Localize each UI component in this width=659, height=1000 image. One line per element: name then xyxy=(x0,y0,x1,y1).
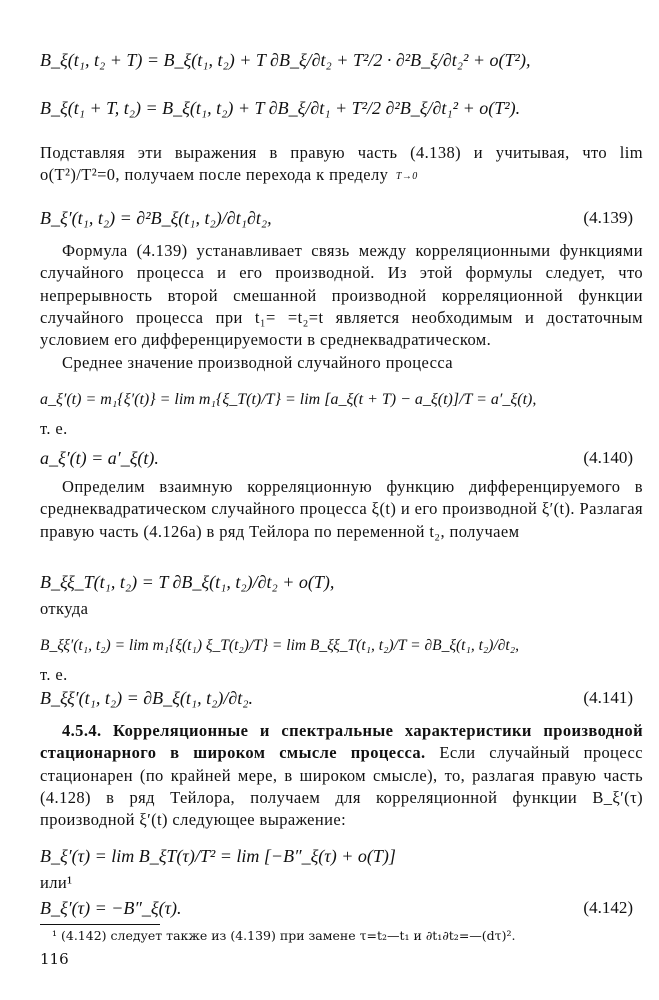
paragraph-substitution xyxy=(40,142,643,187)
footnote: ¹ (4.142) следует также из (4.139) при замене τ=t₂—t₁ и ∂t₁∂t₂=—(dτ)². xyxy=(52,928,516,943)
equation-text: B_ξ(t₁ + T, t₂) = B_ξ(t₁, t₂) + T ∂B_ξ/∂t₁ + T²/2 ∂²B_ξ/∂t₁² + o(T²). xyxy=(40,97,521,118)
equation-taylor-t1 xyxy=(40,86,643,130)
equation-text: B_ξ′(t₁, t₂) = ∂²B_ξ(t₁, t₂)/∂t₁∂t₂, xyxy=(40,207,272,228)
equation-number: (4.140) xyxy=(583,448,633,467)
equation-mean-derivative xyxy=(40,378,643,422)
equation-text: B_ξξ′(t₁, t₂) = lim m₁{ξ(t₁) ξ_T(t₂)/T} = lim B_ξξ_T(t₁, t₂)/T = ∂B_ξ(t₁, t₂)/∂t₂, xyxy=(40,637,519,654)
label-ili: или¹ xyxy=(40,873,73,892)
page-number: 116 xyxy=(40,950,69,968)
equation-text: B_ξ′(τ) = lim B_ξT(τ)/T² = lim [−B″_ξ(τ) + o(T)] xyxy=(40,845,396,866)
section-title: 4.5.4. Корреляционные и спектральные характеристики производной стационарного в широком смысле процесса. xyxy=(40,721,643,763)
equation-text: B_ξ(t₁, t₂ + T) = B_ξ(t₁, t₂) + T ∂B_ξ/∂t₂ + T²/2 · ∂²B_ξ/∂t₂² + o(T²), xyxy=(40,49,531,70)
label-te-2: т. е. xyxy=(40,665,68,684)
equation-text: B_ξ′(τ) = −B″_ξ(τ). xyxy=(40,897,182,918)
paragraph-text: Среднее значение производной случайного процесса xyxy=(62,353,453,372)
equation-number: (4.141) xyxy=(583,688,633,707)
equation-cross-limit xyxy=(40,624,643,668)
paragraph-text: Подставляя эти выражения в правую часть (4.138) и учитывая, что lim o(T²)/T²=0, получаем после перехода к пределу xyxy=(40,143,643,185)
equation-taylor-t2 xyxy=(40,38,643,82)
paragraph-mean-value xyxy=(40,352,643,374)
equation-text: B_ξξ′(t₁, t₂) = ∂B_ξ(t₁, t₂)/∂t₂. xyxy=(40,687,254,708)
paragraph-text: Формула (4.139) устанавливает связь между корреляционными функциями случайного процесса и его производной. Из этой формулы следует, что непрерывность второй смешанной производной корреляционной функции случайного процесса при t₁= =t₂=t является необходимым и достаточным условием его дифференцируемости в среднеквадратическом. xyxy=(40,241,643,350)
equation-4-139 xyxy=(40,196,643,240)
paragraph-cross-correlation xyxy=(40,476,643,543)
equation-text: B_ξξ_T(t₁, t₂) = T ∂B_ξ(t₁, t₂)/∂t₂ + o(T), xyxy=(40,571,335,592)
equation-text: a_ξ′(t) = m₁{ξ′(t)} = lim m₁{ξ_T(t)/T} = lim [a_ξ(t + T) − a_ξ(t)]/T = a′_ξ(t), xyxy=(40,391,537,408)
paragraph-text: Определим взаимную корреляционную функцию дифференцируемого в среднеквадратическом случайного процесса ξ(t) и его производной ξ′(t). Разлагая правую часть (4.126а) в ряд Тейлора по переменной t₂, получаем xyxy=(40,477,643,541)
equation-number: (4.142) xyxy=(583,898,633,917)
equation-text: a_ξ′(t) = a′_ξ(t). xyxy=(40,447,159,468)
section-4-5-4 xyxy=(40,720,643,831)
label-otkuda: откуда xyxy=(40,599,89,618)
equation-4-140 xyxy=(40,436,643,480)
label-te: т. е. xyxy=(40,419,68,438)
paragraph-text: Если случайный процесс стационарен (по крайней мере, в широком смысле), то, разлагая правую часть (4.128) в ряд Тейлора, получаем для корреляционной функции B_ξ′(τ) производной ξ′(t) следующее выражение: xyxy=(40,743,643,830)
limit-subscript: T→0 xyxy=(395,170,418,182)
equation-4-141 xyxy=(40,676,643,720)
paragraph-formula-meaning xyxy=(40,240,643,351)
equation-number: (4.139) xyxy=(583,208,633,227)
